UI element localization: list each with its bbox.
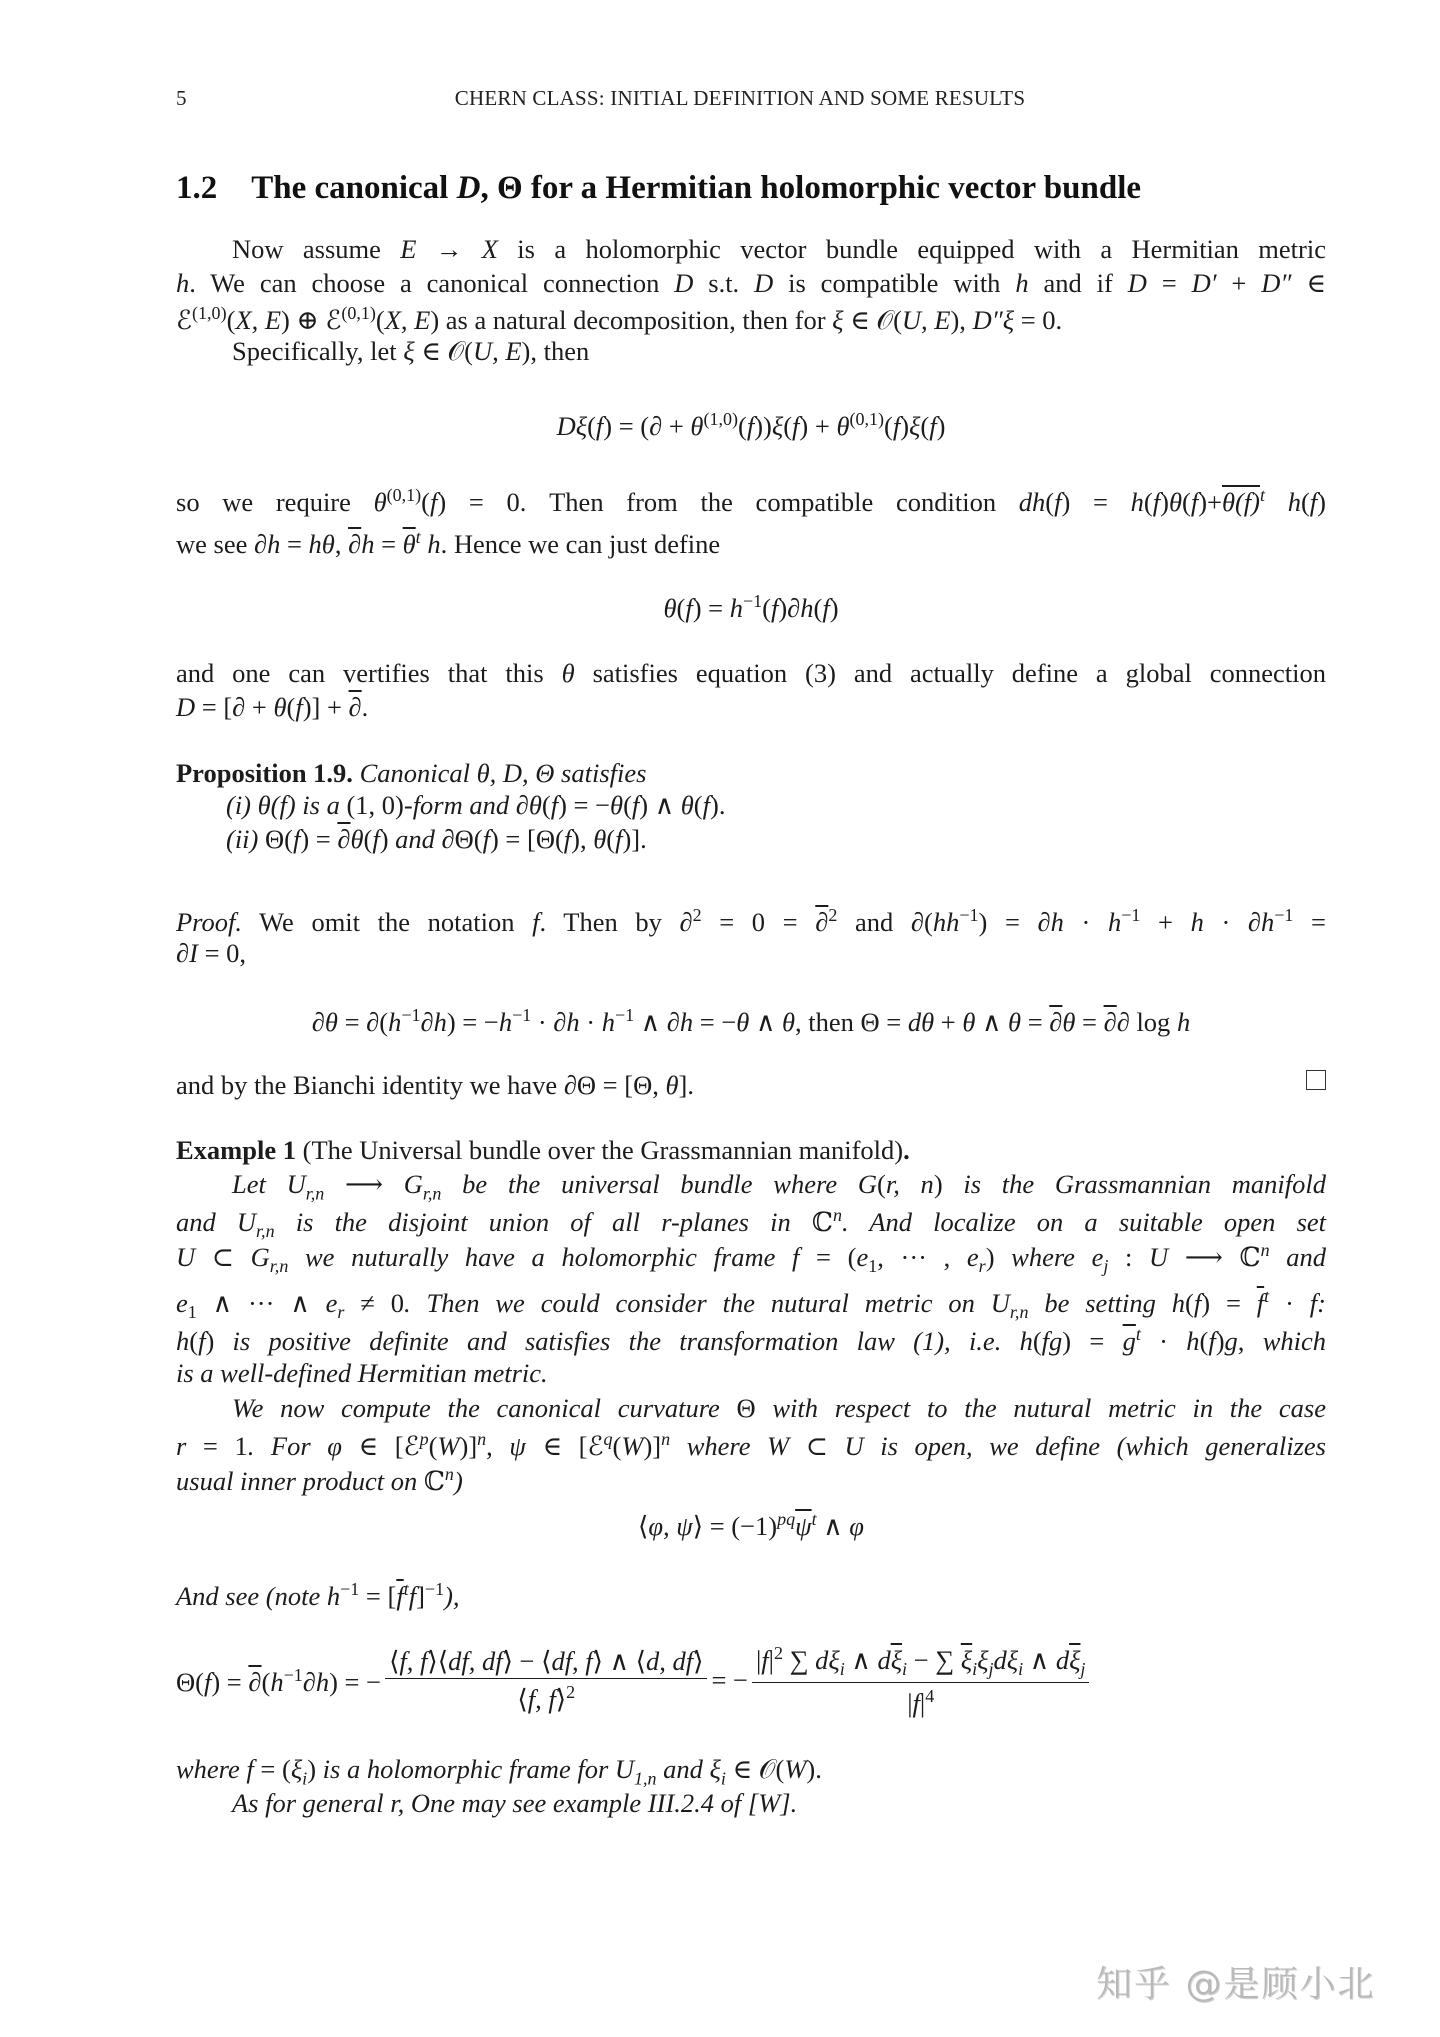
example-line: r = 1. For φ ∈ [ℰ$^p$(W)]$^n$, ψ ∈ [ℰ$^q$(W)]$^n$ where W ⊂ U is open, we define (which generalizes (176, 1429, 1326, 1461)
example-line: usual inner product on ℂ$^n$) (176, 1464, 463, 1496)
example-line: U ⊂ $G_{r,n}$ we nuturally have a holomorphic frame $f = (e_1$, ··· , $e_r$) where $e_j$ : U ⟶ ℂ$^n$ and (176, 1240, 1326, 1277)
proposition-statement: Proposition 1.9. Canonical θ, D, Θ satisfies (176, 758, 647, 788)
proof-line: ∂I = 0, (176, 938, 247, 968)
fraction-2-denominator: $|f|^4$ (907, 1686, 935, 1719)
qed-box-icon (1306, 1070, 1326, 1090)
section-title: The canonical D, Θ for a Hermitian holomorphic vector bundle (251, 170, 1142, 206)
curvature-equation (176, 1644, 1093, 1717)
example-line: We now compute the canonical curvature Θ with respect to the nutural metric in the case (232, 1393, 1326, 1423)
example-line: where $f = (\xi_i)$ is a holomorphic frame for $U_{1,n}$ and $\xi_i$ ∈ 𝒪(W). (176, 1754, 822, 1789)
example-line: and $U_{r,n}$ is the disjoint union of all r-planes in ℂ$^n$. And localize on a suitable open set (176, 1205, 1327, 1242)
fraction-1-denominator: ⟨f, f⟩$^2$ (517, 1682, 576, 1715)
paragraph-line: Specifically, let ξ ∈ 𝒪(U, E), then (232, 336, 590, 366)
proof-line: Proof. We omit the notation f. Then by ∂$^2$ = 0 = ∂$^2$ and $\partial(hh^{-1}) = \partial h \cdot h^{-1} + h \cdot \partial h^{-1}$ = (176, 905, 1326, 937)
zhihu-watermark: 知乎 @是顾小北 (1096, 1964, 1376, 2005)
display-equation: Dξ(f) = (∂ + $\theta^{(1,0)}(f))\xi(f) + \theta^{(0,1)}(f)\xi(f)$ (556, 409, 946, 441)
paragraph-line: Now assume E → X is a holomorphic vector bundle equipped with a Hermitian metric (232, 234, 1326, 264)
fraction-2 (752, 1644, 1089, 1717)
page-number: 5 (176, 86, 187, 110)
proposition-item-i: (i) θ(f) is a (1, 0)-form and ∂θ(f) = −θ(f) ∧ θ(f). (226, 790, 726, 820)
example-line: $e_1$ ∧ ··· ∧ $e_r \ne 0$. Then we could consider the nutural metric on $U_{r,n}$ be setting $h(f) = \overline{f}^t \cdot f$: (176, 1286, 1326, 1323)
fraction-2-numerator: $|f|^2$ ∑ $d\xi_i$ ∧ $d\overline{\xi}_i$ − ∑ $\overline{\xi}_i\xi_jd\xi_i$ ∧ $d\overline{\xi}_j$ (752, 1644, 1089, 1683)
paragraph-line: we see ∂h = hθ, $\partial h = \overline{\theta}^t$ h. Hence we can just define (176, 527, 721, 559)
fraction-1-numerator: ⟨f, f⟩⟨df, df⟩ − ⟨df, f⟩ ∧ ⟨d, df⟩ (385, 1648, 707, 1680)
example-line: is a well-defined Hermitian metric. (176, 1358, 548, 1388)
paragraph-line: so we require $\theta^{(0,1)}(f) = 0$. Then from the compatible condition $dh(f) = h(f)\theta(f)+\theta(f)^t$ h(f) (176, 485, 1326, 517)
paragraph-line: and one can vertifies that this θ satisfies equation (3) and actually define a global connection (176, 658, 1326, 688)
proposition-item-ii: (ii) Θ(f) = ∂θ(f) and ∂Θ(f) = [Θ(f), θ(f)]. (226, 824, 647, 854)
paragraph-line: h. We can choose a canonical connection D s.t. D is compatible with h and if D = D′ + D″ ∈ (176, 268, 1326, 298)
example-title: Example 1 (The Universal bundle over the Grassmannian manifold). (176, 1135, 910, 1165)
example-line: As for general r, One may see example III.2.4 of [W]. (232, 1788, 798, 1818)
equation-mid: = − (711, 1665, 748, 1696)
paragraph-line: D = [∂ + θ(f)] + ∂. (176, 692, 369, 722)
section-number: 1.2 (176, 170, 218, 206)
example-line: h(f) is positive definite and satisfies the transformation law (1), i.e. $h(fg) = \overline{g}^t \cdot h(f)g$, which (176, 1324, 1326, 1356)
proof-line: and by the Bianchi identity we have ∂Θ = [Θ, θ]. (176, 1070, 694, 1100)
section-heading (176, 172, 1141, 205)
paragraph-line: ℰ$^{(1,0)}$(X, E) ⊕ ℰ$^{(0,1)}$(X, E) as a natural decomposition, then for ξ ∈ 𝒪(U, E), D″ξ = 0. (176, 303, 1063, 335)
running-header-title: CHERN CLASS: INITIAL DEFINITION AND SOME RESULTS (454, 86, 1026, 110)
display-equation: $\partial\theta = \partial(h^{-1}\partial h) = -h^{-1} \cdot \partial h \cdot h^{-1}$ ∧ ∂h = −θ ∧ θ, then Θ = dθ + θ ∧ θ = ∂θ = ∂∂ log h (311, 1005, 1191, 1037)
equation-lhs: $\Theta(f) = \partial(h^{-1}\partial h)$ = − (176, 1664, 382, 1697)
display-equation: ⟨φ, ψ⟩ = $(-1)^{pq}\overline{\psi}^t$ ∧ φ (638, 1509, 864, 1541)
fraction-1 (385, 1645, 707, 1715)
display-equation: $\theta(f) = h^{-1}(f)\partial h(f)$ (663, 591, 839, 623)
example-line: Let $U_{r,n}$ ⟶ $G_{r,n}$ be the universal bundle where G(r, n) is the Grassmannian manifold (232, 1169, 1326, 1204)
example-line: And see (note $h^{-1} = [\overline{f}^tf]^{-1}$), (176, 1579, 460, 1611)
